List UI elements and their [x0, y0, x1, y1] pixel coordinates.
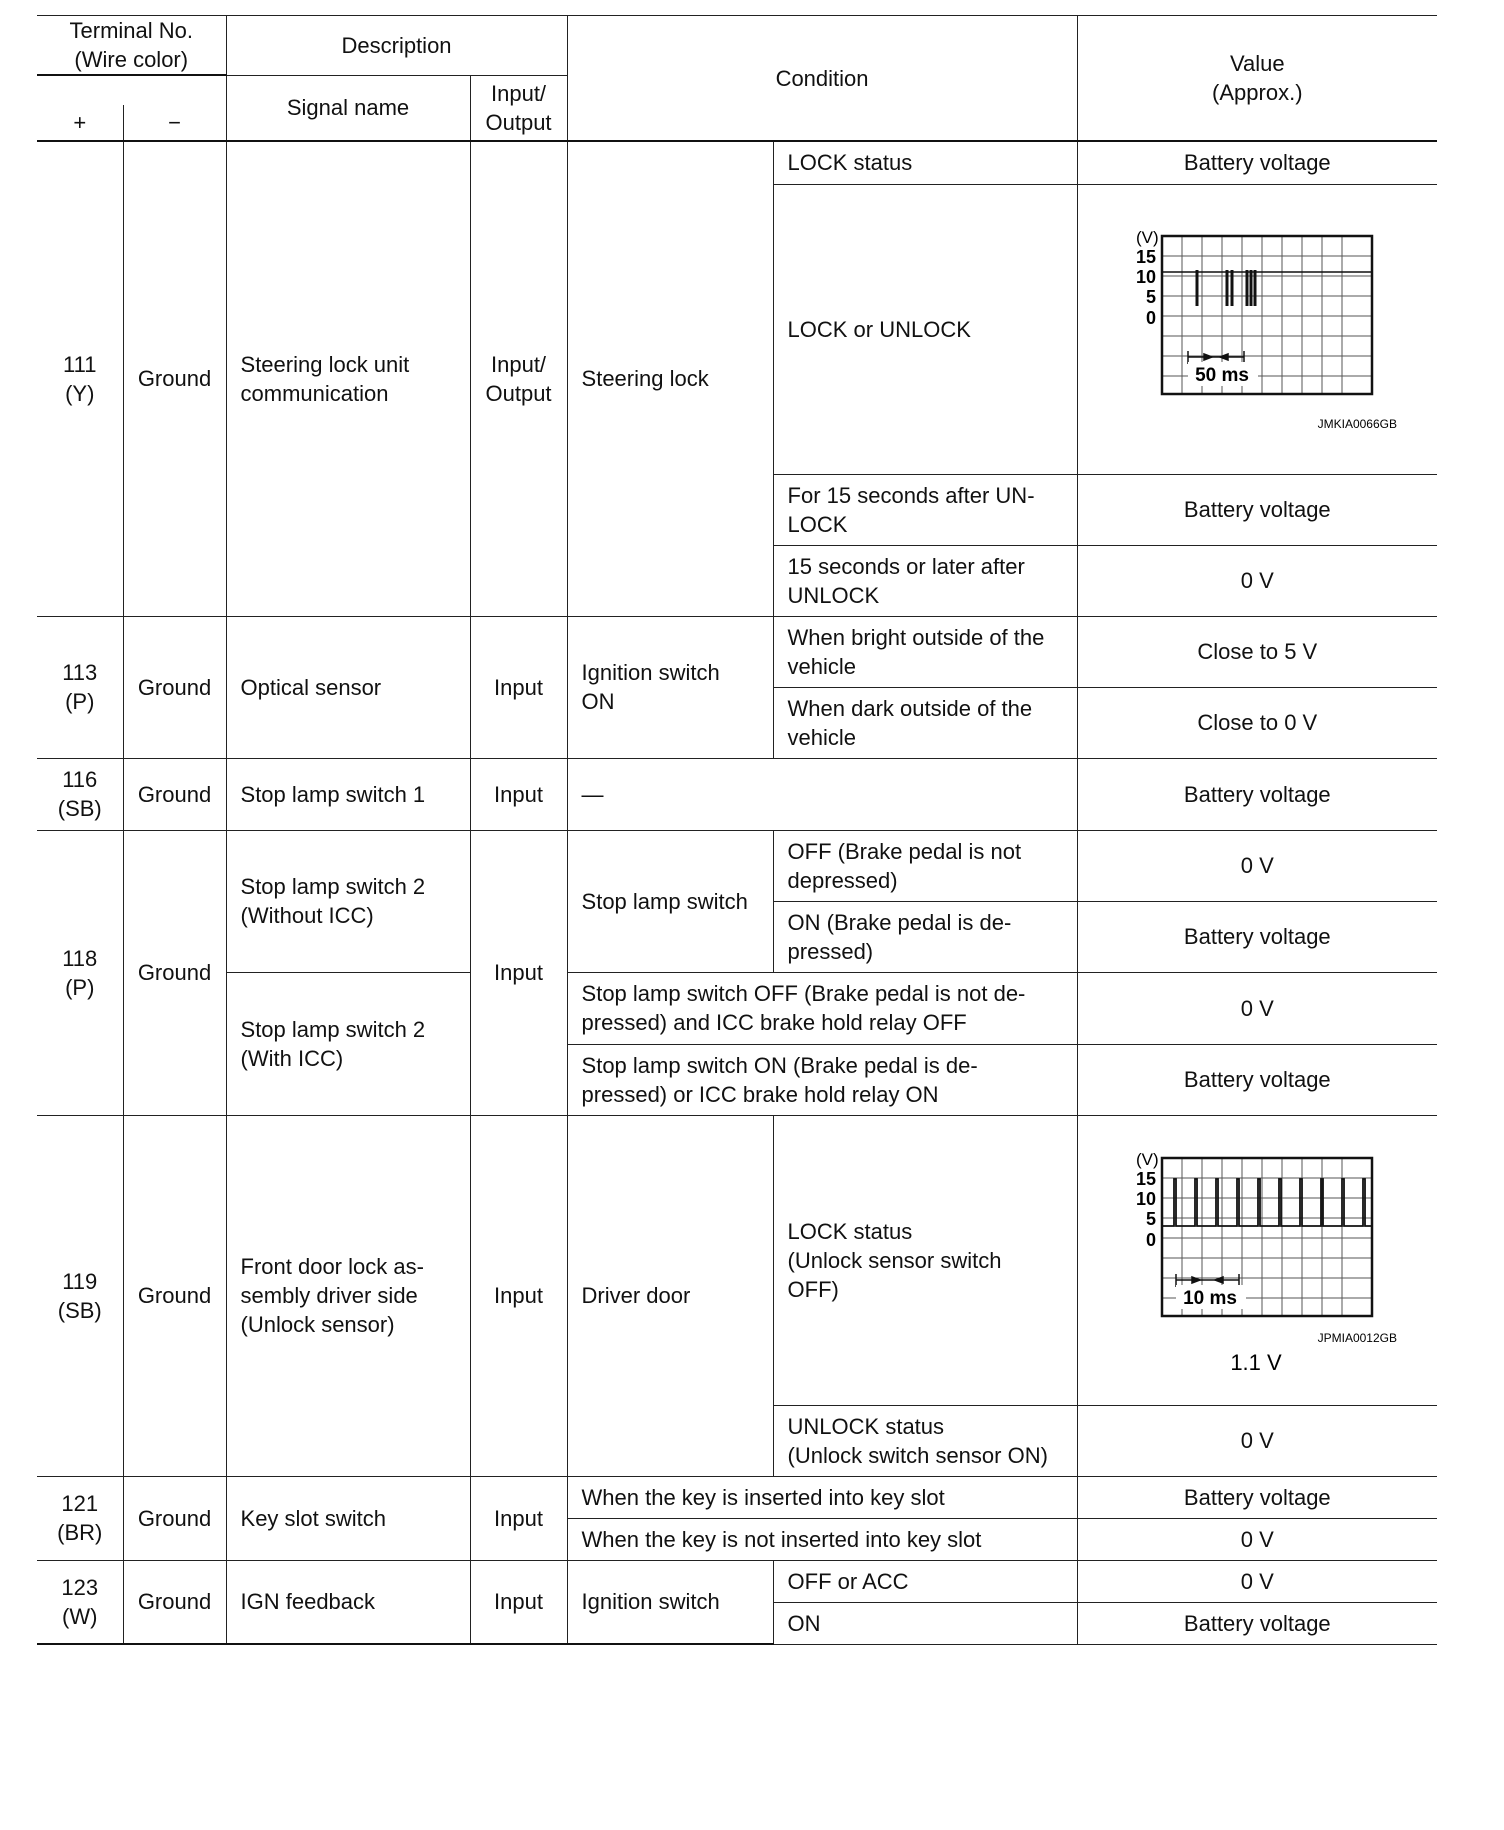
wave-tick-5: 5	[1146, 287, 1157, 307]
ground-111: Ground	[123, 141, 226, 616]
wave2-tick-5: 5	[1146, 1209, 1157, 1229]
value-123-0: 0 V	[1077, 1560, 1437, 1602]
terminal-123: 123 (W)	[37, 1560, 123, 1644]
value-118-3: Battery voltage	[1077, 1044, 1437, 1115]
wave2-tick-15: 15	[1136, 1169, 1157, 1189]
ground-116: Ground	[123, 758, 226, 830]
condition-123: Ignition switch	[567, 1560, 773, 1644]
header-condition: Condition	[567, 16, 1077, 142]
terminal-121: 121 (BR)	[37, 1476, 123, 1560]
signal-123: IGN feedback	[226, 1560, 470, 1644]
header-description: Description	[226, 16, 567, 76]
signal-121: Key slot switch	[226, 1476, 470, 1560]
subcond-118-1: ON (Brake pedal is de- pressed)	[773, 901, 1077, 972]
terminal-113: 113 (P)	[37, 616, 123, 758]
terminal-111: 111 (Y)	[37, 141, 123, 616]
value-116: Battery voltage	[1077, 758, 1437, 830]
subcond-123-0: OFF or ACC	[773, 1560, 1077, 1602]
ground-121: Ground	[123, 1476, 226, 1560]
condition-111: Steering lock	[567, 141, 773, 616]
waveform-119	[1077, 1115, 1437, 1405]
signal-119: Front door lock as- sembly driver side (Unlock sensor)	[226, 1115, 470, 1476]
value-111-0: Battery voltage	[1077, 141, 1437, 184]
header-value: Value (Approx.)	[1077, 16, 1437, 142]
value-111-2: Battery voltage	[1077, 474, 1437, 545]
ground-113: Ground	[123, 616, 226, 758]
wave-tick-0: 0	[1146, 308, 1157, 328]
subcond-123-1: ON	[773, 1602, 1077, 1644]
value-119-1: 0 V	[1077, 1405, 1437, 1476]
table-row	[37, 1560, 1437, 1602]
ground-123: Ground	[123, 1560, 226, 1644]
subcond-113-0: When bright outside of the vehicle	[773, 616, 1077, 687]
subcond-121-0: When the key is inserted into key slot	[567, 1476, 1077, 1518]
signal-118-a: Stop lamp switch 2 (Without ICC)	[226, 830, 470, 972]
io-113: Input	[470, 616, 567, 758]
subcond-111-3: 15 seconds or later after UNLOCK	[773, 545, 1077, 616]
value-113-1: Close to 0 V	[1077, 687, 1437, 758]
table-row	[37, 830, 1437, 901]
condition-113: Ignition switch ON	[567, 616, 773, 758]
waveform-111	[1077, 184, 1437, 474]
io-111: Input/ Output	[470, 141, 567, 616]
signal-118-b: Stop lamp switch 2 (With ICC)	[226, 972, 470, 1115]
io-118: Input	[470, 830, 567, 1115]
subcond-118-0: OFF (Brake pedal is not depressed)	[773, 830, 1077, 901]
condition-118-a: Stop lamp switch	[567, 830, 773, 972]
header-plus: +	[37, 105, 123, 141]
header-minus: −	[123, 105, 226, 141]
header-input-output: Input/ Output	[470, 75, 567, 141]
subcond-119-0: LOCK status (Unlock sensor switch OFF)	[773, 1115, 1077, 1405]
wave-figure-code: JMKIA0066GB	[1317, 417, 1398, 431]
wave2-tick-0: 0	[1146, 1230, 1157, 1250]
wave2-trace	[1162, 1179, 1372, 1226]
value-121-1: 0 V	[1077, 1518, 1437, 1560]
terminal-119: 119 (SB)	[37, 1115, 123, 1476]
value-111-3: 0 V	[1077, 545, 1437, 616]
condition-116: —	[567, 758, 1077, 830]
io-123: Input	[470, 1560, 567, 1644]
signal-116: Stop lamp switch 1	[226, 758, 470, 830]
wave2-figure-code: JPMIA0012GB	[1317, 1331, 1398, 1345]
table-row	[37, 1476, 1437, 1518]
subcond-118-2: Stop lamp switch OFF (Brake pedal is not de- pressed) and ICC brake hold relay OFF	[567, 972, 1077, 1044]
terminal-116: 116 (SB)	[37, 758, 123, 830]
wave-scale-label: 50 ms	[1195, 365, 1250, 386]
table-row	[37, 1115, 1437, 1405]
header-terminal-no: Terminal No. (Wire color)	[37, 16, 226, 76]
header-terminal-gap	[37, 75, 226, 105]
signal-111: Steering lock unit communication	[226, 141, 470, 616]
signal-113: Optical sensor	[226, 616, 470, 758]
wave2-unit: (V)	[1136, 1150, 1159, 1169]
ground-118: Ground	[123, 830, 226, 1115]
value-113-0: Close to 5 V	[1077, 616, 1437, 687]
subcond-119-1: UNLOCK status (Unlock switch sensor ON)	[773, 1405, 1077, 1476]
value-118-0: 0 V	[1077, 830, 1437, 901]
subcond-111-0: LOCK status	[773, 141, 1077, 184]
wave-tick-15: 15	[1136, 247, 1157, 267]
condition-119: Driver door	[567, 1115, 773, 1476]
io-116: Input	[470, 758, 567, 830]
value-121-0: Battery voltage	[1077, 1476, 1437, 1518]
ground-119: Ground	[123, 1115, 226, 1476]
value-119-0: 1.1 V	[1230, 1350, 1282, 1375]
subcond-111-1: LOCK or UNLOCK	[773, 184, 1077, 474]
wave-pulses	[1197, 270, 1255, 306]
terminal-spec-table	[37, 15, 1437, 1645]
wave2-tick-10: 10	[1136, 1189, 1157, 1209]
header-signal-name: Signal name	[226, 75, 470, 141]
wave-unit: (V)	[1136, 228, 1159, 247]
table-row	[37, 758, 1437, 830]
subcond-121-1: When the key is not inserted into key slot	[567, 1518, 1077, 1560]
wave-tick-10: 10	[1136, 267, 1157, 287]
value-118-1: Battery voltage	[1077, 901, 1437, 972]
subcond-113-1: When dark outside of the vehicle	[773, 687, 1077, 758]
waveform-chart-unlock-sensor	[1092, 1142, 1422, 1378]
io-121: Input	[470, 1476, 567, 1560]
terminal-118: 118 (P)	[37, 830, 123, 1115]
waveform-chart-lock-unlock	[1092, 214, 1422, 444]
table-row	[37, 616, 1437, 687]
wave2-scale-label: 10 ms	[1183, 1288, 1238, 1309]
table-row	[37, 141, 1437, 184]
subcond-111-2: For 15 seconds after UN- LOCK	[773, 474, 1077, 545]
io-119: Input	[470, 1115, 567, 1476]
value-118-2: 0 V	[1077, 972, 1437, 1044]
subcond-118-3: Stop lamp switch ON (Brake pedal is de- pressed) or ICC brake hold relay ON	[567, 1044, 1077, 1115]
value-123-1: Battery voltage	[1077, 1602, 1437, 1644]
